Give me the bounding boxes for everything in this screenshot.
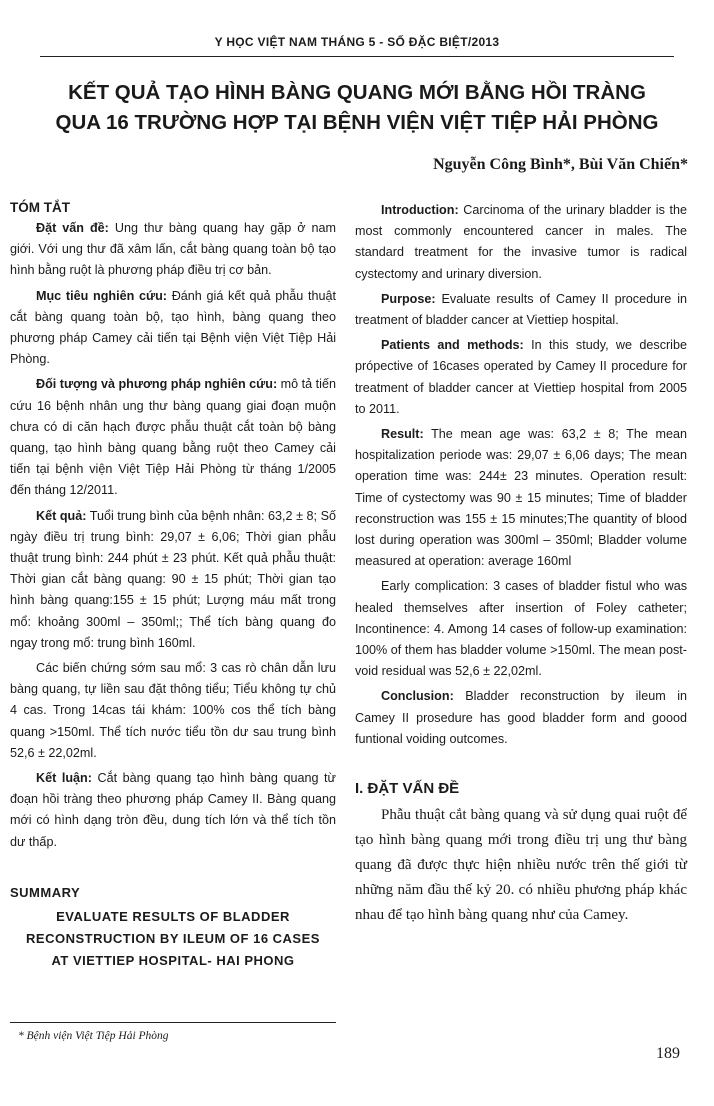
label: Kết luận: [36, 771, 92, 786]
header-rule [40, 56, 674, 57]
section-1-body [355, 803, 687, 928]
abstract-en-introduction [355, 200, 687, 285]
text: mô tả tiến cứu 16 bệnh nhân ung thư bàng quang giai đoạn muộn chưa có di căn hạch được phẫu thuật cắt toàn bộ bàng quang, tạo hình bàng quang bằng ruột theo Camey cải tiến tại bệnh viện Việt Tiệp Hải Phòng từ tháng 1/2005 đến tháng 12/2011. [10, 377, 336, 498]
text: Cắt bàng quang tạo hình bàng quang từ đoạn hồi tràng theo phương pháp Camey II. Bàng quang mới có hình dạng tròn đều, dung tích lớn và thể tích tồn dư thấp. [10, 771, 336, 849]
summary-heading: SUMMARY [10, 884, 81, 900]
left-column [10, 200, 336, 972]
section-1-paragraph: Phẫu thuật cắt bàng quang và sử dụng quai ruột để tạo hình bàng quang mới trong điều trị ung thư bàng quang đã được thực hiện nhiều nước trên thế giới từ những năm đầu thế kỷ 20. có nhiều phương pháp khác nhau để tạo hình bàng quang như của Camey. [355, 807, 687, 924]
text: Tuổi trung bình của bệnh nhân: 63,2 ± 8; Số ngày điều trị trung bình: 29,07 ± 6,06; Thời gian phẫu thuật trung bình: 244 phút ± 23 phút. Kết quả phẫu thuật: Thời gian cắt bàng quang: 90 ± 15 phút; Thời gian tạo hình bàng quang:155 ± 15 phút; Lượng máu mất trong mổ: khoảng 300ml – 350ml;; Thể tích bàng quang đo ngay trong mổ: trung bình 160ml. [10, 508, 336, 650]
text: Carcinoma of the urinary bladder is the most commonly encountered cancer in males. The standard treatment for the invasive tumor is radical cystectomy and urinary diversion. [355, 203, 687, 281]
text: The mean age was: 63,2 ± 8; The mean hospitalization periode was: 29,07 ± 6,06 days; The mean operation time was: 244± 23 minutes. Operation result: Time of cystectomy was 90 ± 15 minutes; Time of bladder reconstruction was 155 ± 15 minutes;The quantity of blood lost during operation was 300ml – 350ml; Bladder volume measured at operation: average 160ml [355, 427, 687, 569]
abstract-vi-doi-tuong [10, 374, 336, 501]
page-number: 189 [656, 1045, 680, 1062]
label: Purpose: [381, 291, 436, 306]
label: Result: [381, 427, 424, 442]
abstract-vi-heading: TÓM TẮT [10, 200, 70, 215]
title-line-2: QUA 16 TRƯỜNG HỢP TẠI BỆNH VIỆN VIỆT TIỆP HẢI PHÒNG [55, 111, 659, 134]
authors: Nguyễn Công Bình*, Bùi Văn Chiến* [433, 156, 688, 173]
running-head: Y HỌC VIỆT NAM THÁNG 5 - SỐ ĐẶC BIỆT/2013 [214, 35, 500, 49]
abstract-en-result [355, 424, 687, 572]
abstract-vi-bien-chung: Các biến chứng sớm sau mổ: 3 cas rò chân dẫn lưu bàng quang, tự liền sau đặt thông tiểu; Tiểu không tự chủ 4 cas. Trong 14cas tái khám: 100% cos thể tích bàng quang >150ml. Thể tích nước tiểu tồn dư sau trung bình 52,6 ± 22,02ml. [10, 661, 336, 760]
abstract-vi-dat-van-de [10, 218, 336, 282]
summary-title-line-3: AT VIETTIEP HOSPITAL- HAI PHONG [51, 952, 295, 968]
text: In this study, we describe própective of 16cases operated by Camey II procedure for treatment of bladder cancer at Viettiep hospital from 2005 to 2011. [355, 338, 687, 416]
summary-title [10, 906, 336, 972]
summary-title-line-2: RECONSTRUCTION BY ILEUM OF 16 CASES [26, 930, 320, 946]
abstract-vi-ket-qua [10, 506, 336, 654]
label: Conclusion: [381, 689, 454, 704]
label: Đối tượng và phương pháp nghiên cứu: [36, 377, 278, 392]
label: Patients and methods: [381, 338, 524, 353]
text: Ung thư bàng quang hay gặp ở nam giới. Với ung thư đã xâm lấn, cắt bàng quang toàn bộ tạo hình bằng ruột là phương pháp điều trị cơ bản. [10, 221, 337, 278]
abstract-vi-muc-tieu [10, 286, 336, 371]
article-title [40, 78, 674, 138]
section-1-heading: I. ĐẶT VẤN ĐỀ [355, 780, 460, 798]
label: Introduction: [381, 203, 459, 217]
abstract-en-methods [355, 335, 687, 420]
abstract-en-complication: Early complication: 3 cases of bladder fistul who was healed themselves after insertion of Foley catheter; Incontinence: 4. Among 14 cases of follow-up examination: 100% of them has bladder volume >150ml. The mean post-void residual was 52,6 ± 22,02ml. [355, 579, 687, 679]
summary-title-line-1: EVALUATE RESULTS OF BLADDER [56, 908, 290, 924]
abstract-vi-ket-luan [10, 768, 336, 853]
footnote-rule [10, 1022, 336, 1023]
title-line-1: KẾT QUẢ TẠO HÌNH BÀNG QUANG MỚI BẰNG HỒI TRÀNG [68, 81, 646, 104]
footnote: * Bệnh viện Việt Tiệp Hải Phòng [18, 1030, 169, 1042]
label: Mục tiêu nghiên cứu: [36, 288, 167, 303]
abstract-en-conclusion [355, 686, 687, 750]
right-column [355, 200, 687, 928]
text: Evaluate results of Camey II procedure in treatment of bladder cancer at Viettiep hospital. [355, 291, 687, 328]
abstract-en-purpose [355, 289, 687, 331]
text: Bladder reconstruction by ileum in Camey II prosedure has good bladder form and goood funtional voiding outcomes. [355, 689, 687, 746]
text: Đánh giá kết quả phẫu thuật cắt bàng quang toàn bộ, tạo hình, bàng quang theo phương pháp Camey cải tiến tại Bệnh viện Việt Tiệp Hải Phòng. [10, 288, 337, 367]
label: Kết quả: [36, 508, 87, 523]
label: Đặt vấn đề: [36, 221, 109, 235]
